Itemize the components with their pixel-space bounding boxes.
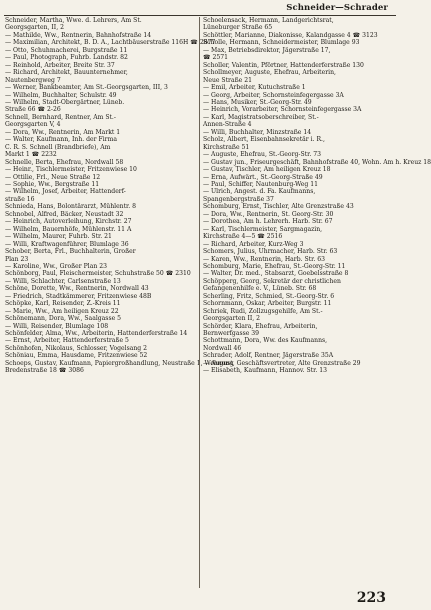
header-rule	[4, 15, 396, 16]
directory-entry: Schornmann, Oskar, Arbeiter, Burgstr. 11	[203, 300, 332, 308]
directory-entry: Scholle, Hermann, Schneidermeister, Blumlage 93	[203, 39, 360, 47]
directory-entry: Scherling, Fritz, Schmied, St.-Georg-Str. 6	[203, 292, 335, 300]
directory-entry: — Heinr., Tischlermeister, Fritzenwiese 10	[5, 166, 137, 174]
directory-entry: Schriek, Rudi, Zollzugsgehilfe, Am St.-	[203, 307, 323, 315]
directory-entry: — August, Geschäftsvertreter, Alte Grenzstraße 29	[203, 359, 361, 367]
directory-entry: — Dorothea, Am h. Lehrerh. Harb. Str. 67	[203, 218, 333, 226]
directory-entry: Schönfelder, Alma, Ww., Arbeiterin, Hattenderferstraße 14	[5, 330, 188, 338]
directory-entry: Schrader, Adolf, Rentner, Jägerstraße 35A	[203, 352, 334, 360]
directory-entry: Schöne, Dorette, Ww., Rentnerin, Nordwall 43	[5, 285, 149, 293]
column-divider	[199, 17, 200, 588]
directory-entry: Schober, Berta, Frl., Buchhalterin, Großer	[5, 248, 136, 256]
directory-entry: Neue Straße 21	[203, 76, 252, 84]
directory-entry: — Werner, Bankbeamter, Am St.-Georgsgarten, III, 3	[5, 84, 168, 92]
directory-entry: — Willi, Kraftwagenführer, Blumlage 36	[5, 240, 129, 248]
directory-entry: Nordwall 46	[203, 344, 242, 352]
directory-entry: Schöpperg, Georg, Sekretär der christlichen	[203, 277, 341, 285]
directory-entry: — Auguste, Ehefrau, St.-Georg-Str. 73	[203, 151, 321, 159]
directory-entry: Bredenstraße 18 ☎ 3086	[5, 367, 84, 375]
directory-entry: Schnieda, Hans, Bolontärarzt, Mühlentr. 8	[5, 203, 137, 211]
directory-entry: — Willi, Reisender, Blumlage 108	[5, 322, 109, 330]
directory-entry: — Wilhelm, Bauernhöfe, Mühlenstr. 11 A	[5, 225, 132, 233]
directory-entry: — Ulrich, Angest. d. Fa. Kaufmanns,	[203, 188, 316, 196]
directory-entry: Schneider, Martha, Wwe. d. Lehrers, Am St.	[5, 17, 142, 24]
directory-entry: — Ernst, Arbeiter, Hattenderferstraße 5	[5, 337, 129, 345]
right-column	[203, 17, 431, 375]
directory-entry: Schönemann, Dora, Ww., Saalgasse 5	[5, 315, 121, 323]
directory-entry: — Walter, Dr. med., Stabsarzt, Goebelsstraße 8	[203, 270, 349, 278]
directory-entry: — Willi, Buchhalter, Minzstraße 14	[203, 128, 312, 136]
directory-entry: — Heinrich, Autoverleihung, Kirchstr. 27	[5, 218, 132, 226]
directory-entry: Kirchstraße 4—5 ☎ 2516	[203, 233, 283, 241]
directory-entry: — Wilhelm, Buchhalter, Schulstr. 49	[5, 91, 117, 99]
directory-entry: — Gustav jun., Friseurgeschäft, Bahnhofstraße 40, Wohn. Am h. Kreuz 18	[203, 158, 431, 166]
directory-entry: Scholz, Albert, Eisenbahnsekretär i. R.,	[203, 136, 325, 144]
directory-entry: Nautenbergweg 7	[5, 76, 61, 84]
directory-entry: Schoelensack, Hermann, Landgerichtsrat,	[203, 17, 334, 24]
directory-entry: — Sophie, Ww., Bergstraße 11	[5, 180, 100, 188]
directory-entry: — Dora, Ww., Rentnerin, Am Markt 1	[5, 128, 121, 136]
directory-entry: — Marie, Ww., Am heiligen Kreuz 22	[5, 307, 119, 315]
directory-entry: Kirchstraße 51	[203, 143, 250, 151]
directory-entry: Scholler, Valentin, Pförtner, Hattenderferstraße 130	[203, 61, 364, 69]
directory-entry: Schöpke, Karl, Reisender, Z.-Kreis 11	[5, 300, 121, 308]
directory-entry: C. R. S. Schnell (Brandbriefe), Am	[5, 143, 111, 151]
directory-entry: Schottmann, Dora, Ww. des Kaufmanns,	[203, 337, 328, 345]
directory-entry: Schoeps, Gustav, Kaufmann, Papiergroßhandlung, Neustraße 1, Wohnung	[5, 359, 234, 367]
directory-entry: — Walter, Kaufmann, Inh. der Firma	[5, 136, 118, 144]
directory-entry: — Karl, Magistratsoberschreiber, St.-	[203, 113, 319, 121]
directory-entry: — Georg, Arbeiter, Schornsteinfegergasse 3A	[203, 91, 344, 99]
directory-entry: — Richard, Arbeiter, Kurz-Weg 3	[203, 240, 304, 248]
directory-entry: Plan 23	[5, 255, 29, 263]
directory-entry: Schönhofen, Nikolaus, Schlosser, Vogelsang 2	[5, 344, 147, 352]
directory-entry: — Ottilie, Frl., Neue Straße 12	[5, 173, 101, 181]
directory-entry: — Paul, Photograph, Fuhrb. Landstr. 82	[5, 54, 128, 62]
directory-entry: — Wilhelm, Maurer, Fuhrb. Str. 21	[5, 233, 112, 241]
directory-entry: — Karoline, Ww., Großer Plan 23	[5, 262, 107, 270]
directory-entry: — Hans, Musiker, St.-Georg-Str. 49	[203, 98, 312, 106]
directory-entry: Gefangenenhilfe e. V., Lüneb. Str. 68	[203, 285, 317, 293]
directory-entry: Schomburg, Marie, Ehefrau, St.-Georg-Str. 11	[203, 262, 346, 270]
directory-entry: Lüneburger Straße 65	[203, 24, 273, 32]
directory-entry: — Willi, Schlachter, Carlsenstraße 13	[5, 277, 121, 285]
running-header: Schneider—Schrader	[286, 3, 388, 13]
directory-entry: Schnell, Bernhard, Rentner, Am St.-	[5, 113, 116, 121]
directory-entry: — Paul, Schiffer, Nautenburg-Weg 11	[203, 180, 318, 188]
directory-entry: Schnobel, Alfred, Bäcker, Neustadt 32	[5, 210, 124, 218]
directory-entry: Schöttler, Marianne, Diakonisse, Kalandgasse 4 ☎ 3123	[203, 31, 378, 39]
directory-entry: — Friedrich, Stadtkämmerer, Fritzenwiese 48B	[5, 292, 152, 300]
directory-entry: — Gustav, Tischler, Am heiligen Kreuz 18	[203, 166, 331, 174]
directory-entry: Schomburg, Ernst, Tischler, Alte Grenzstraße 43	[203, 203, 354, 211]
directory-entry: Georgsgarten, II, 2	[5, 24, 64, 32]
directory-entry: ☎ 2571	[203, 54, 229, 62]
directory-entry: — Erna, Aufwärt., St.-Georg-Straße 49	[203, 173, 323, 181]
page-number: 223	[356, 590, 386, 606]
directory-entry: Spangenbergstraße 37	[203, 195, 274, 203]
directory-entry: Schnelle, Berta, Ehefrau, Nordwall 58	[5, 158, 124, 166]
directory-entry: — Maximilian, Architekt, B. D. A., Lachtbäuserstraße 116H ☎ 2877	[5, 39, 216, 47]
directory-entry: — Mathilde, Ww., Rentnerin, Bahnhofstraße 14	[5, 31, 152, 39]
directory-entry: Schöniau, Emma, Hausdame, Fritzenwiese 52	[5, 352, 148, 360]
directory-entry: — Reinhold, Arbeiter, Breite Str. 37	[5, 61, 115, 69]
directory-entry: straße 16	[5, 195, 35, 203]
directory-entry: — Karen, Ww., Rentnerin, Harb. Str. 63	[203, 255, 325, 263]
directory-entry: — Karl, Tischlermeister, Sargmagazin,	[203, 225, 323, 233]
directory-entry: Schörder, Klara, Ehefrau, Arbeiterin,	[203, 322, 318, 330]
directory-entry: Annen-Straße 4	[203, 121, 252, 129]
directory-entry: — Elisabeth, Kaufmann, Hannov. Str. 13	[203, 367, 327, 375]
directory-entry: Georgsgarten II, 2	[203, 315, 261, 323]
directory-entry: Georgsgarten V, 4	[5, 121, 61, 129]
directory-entry: — Max, Betriebsdirektor, Jägerstraße 17,	[203, 46, 331, 54]
directory-entry: — Heinrich, Vorarbeiter, Schornsteinfegergasse 3A	[203, 106, 362, 114]
directory-entry: — Emil, Arbeiter, Kutuchstraße 1	[203, 84, 306, 92]
directory-entry: — Richard, Architekt, Bauunternehmer,	[5, 69, 128, 77]
directory-entry: Schönborg, Paul, Fleischermeister, Schuhstraße 50 ☎ 2310	[5, 270, 191, 278]
directory-entry: Schollmeyer, Auguste, Ehefrau, Arbeiterin,	[203, 69, 336, 77]
directory-entry: — Wilhelm, Josef, Arbeiter, Hattenderf-	[5, 188, 126, 196]
directory-entry: — Wilhelm, Stadt-Obergärtner, Lüneb.	[5, 98, 125, 106]
directory-entry: — Dora, Ww., Rentnerin, St. Georg-Str. 30	[203, 210, 334, 218]
directory-entry: Bernwerfgasse 39	[203, 330, 259, 338]
directory-entry: — Otto, Schuhmacherei, Burgstraße 11	[5, 46, 128, 54]
directory-entry: Markt 1 ☎ 2232	[5, 151, 57, 159]
directory-entry: Schomers, Julius, Uhrmacher, Harb. Str. 63	[203, 248, 338, 256]
directory-entry: Straße 66 ☎ 2-26	[5, 106, 61, 114]
